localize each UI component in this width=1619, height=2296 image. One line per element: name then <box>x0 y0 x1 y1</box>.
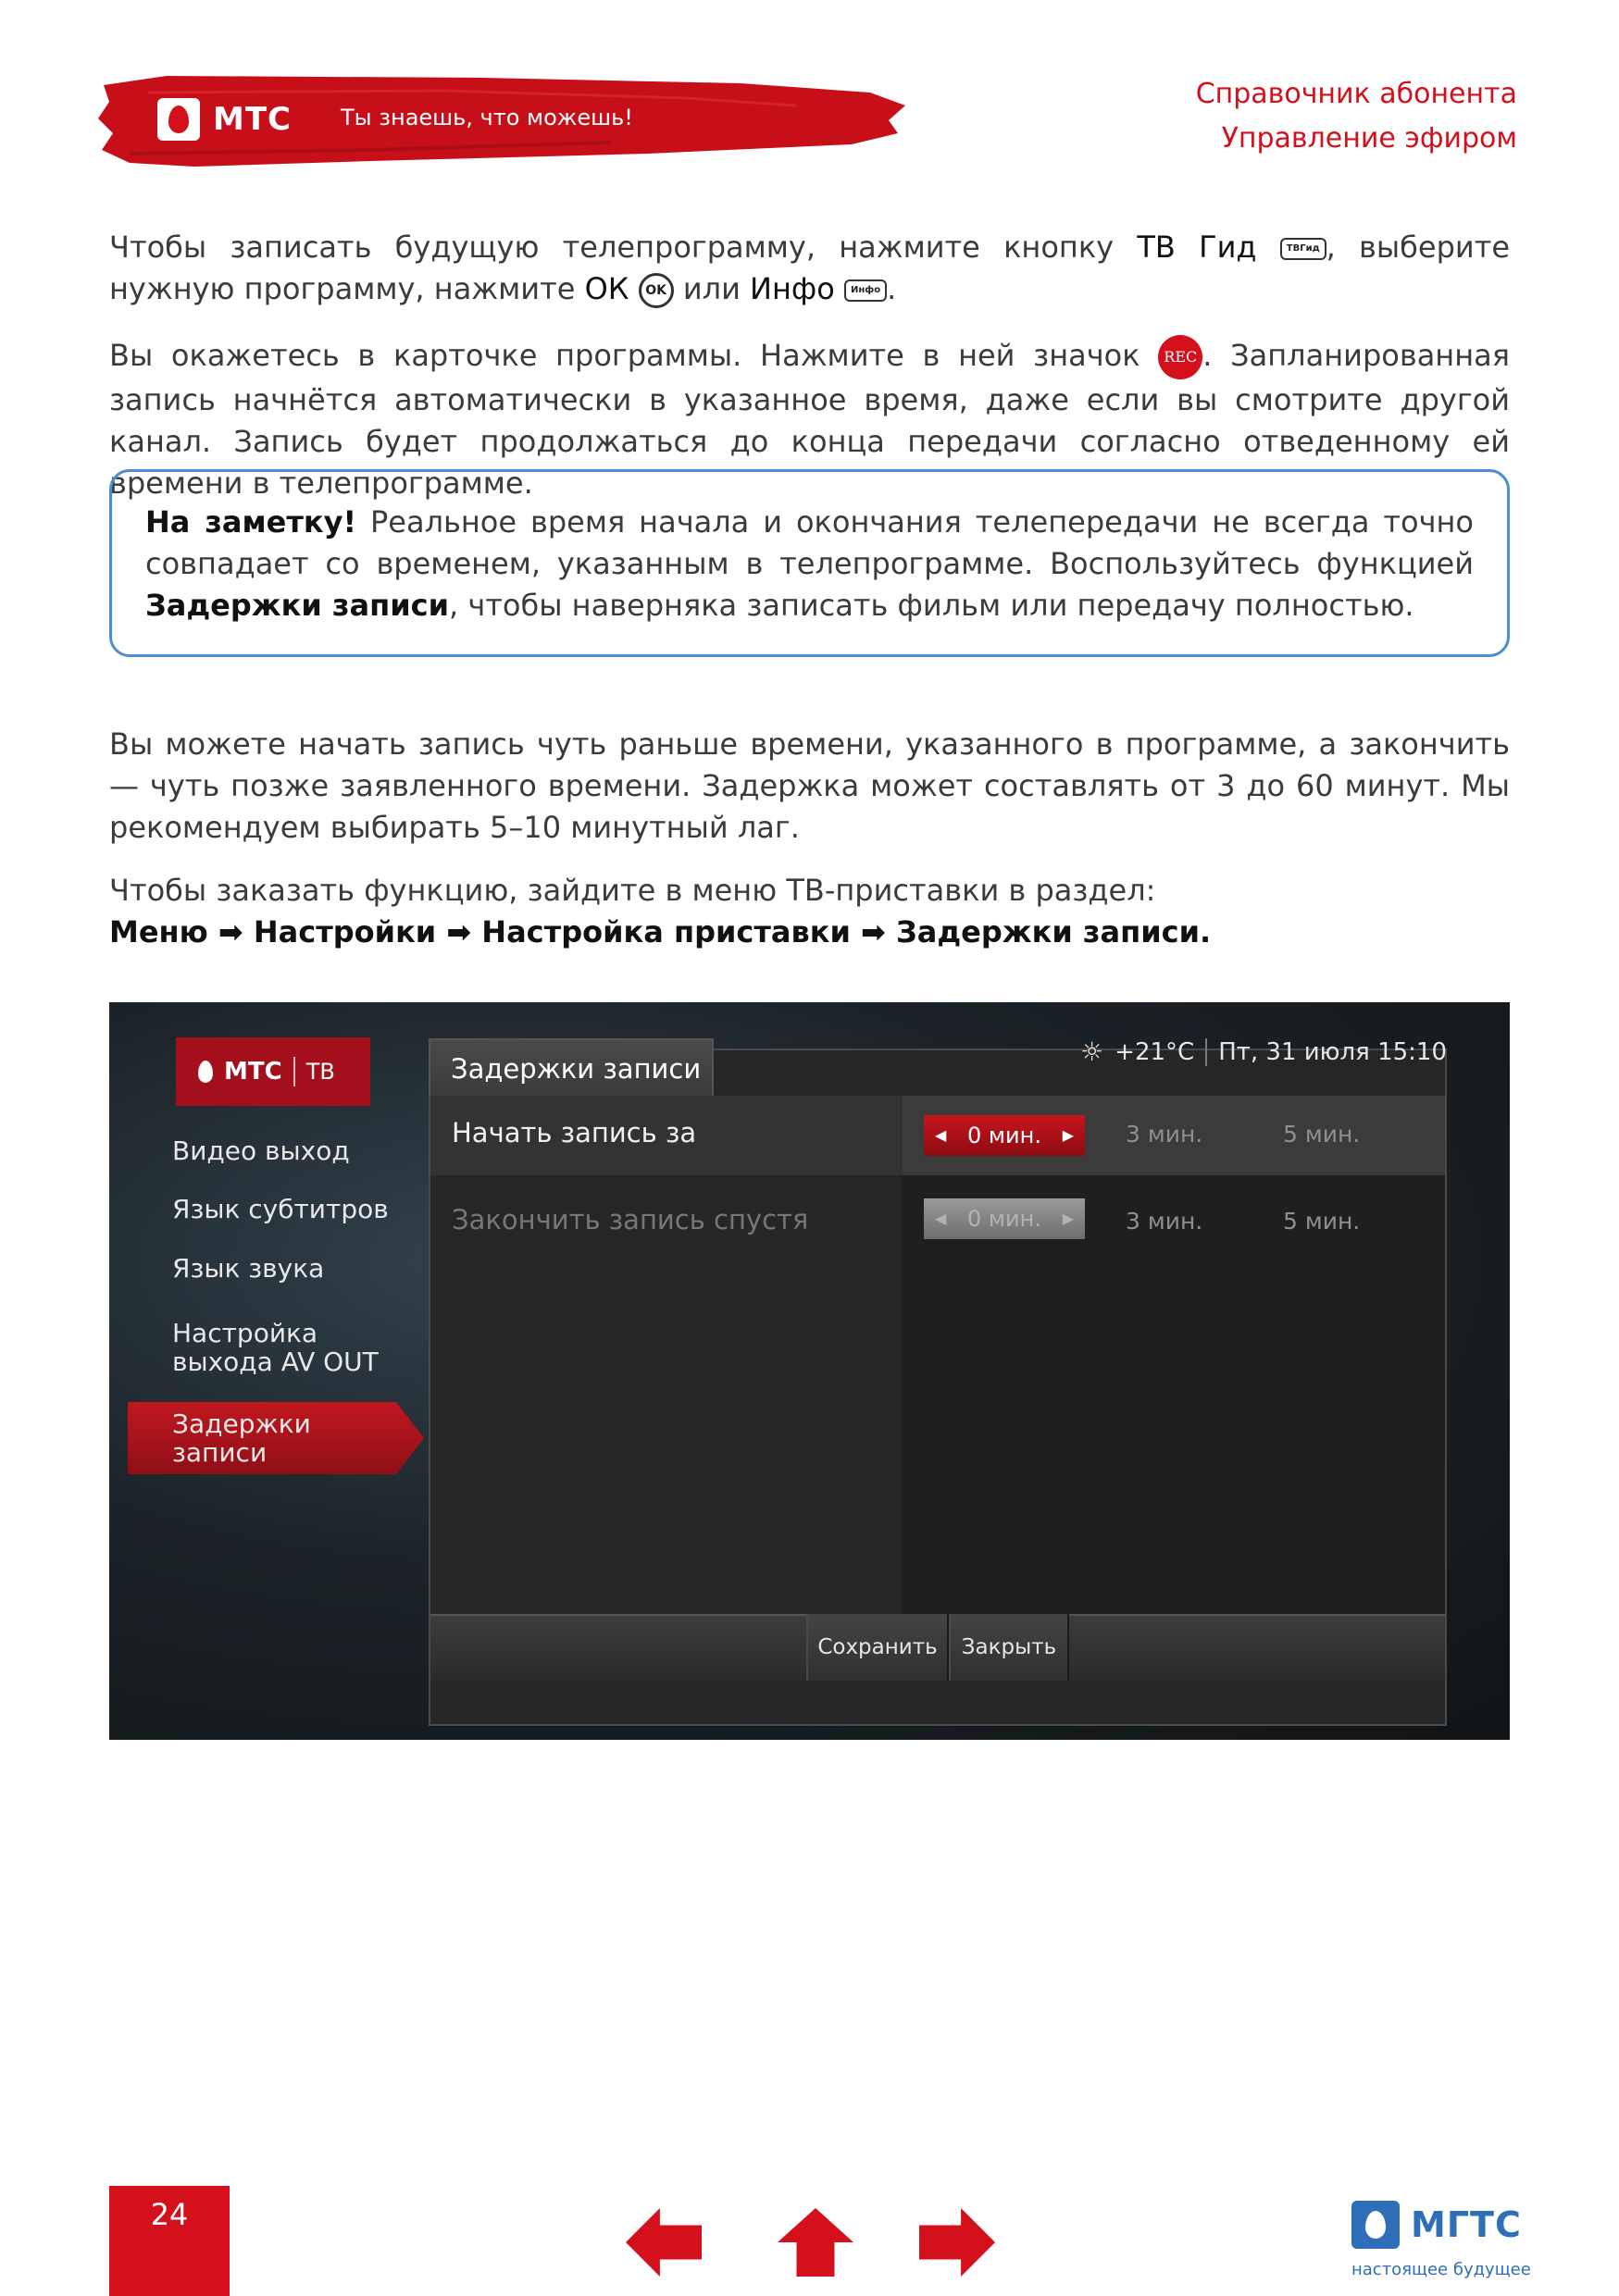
ok-key-icon: OK <box>639 273 674 308</box>
tv-row-start-label: Начать запись за <box>452 1117 697 1148</box>
mgts-logo-text: МГТС <box>1411 2204 1522 2245</box>
tv-logo-separator <box>293 1057 295 1086</box>
tv-menu-item-audio[interactable]: Язык звука <box>172 1253 325 1284</box>
arrow-up-icon[interactable] <box>778 2208 853 2277</box>
path-item-box-settings: Настройка приставки <box>481 914 851 949</box>
mgts-egg-icon <box>1351 2201 1400 2249</box>
tv-close-button[interactable]: Закрыть <box>949 1614 1069 1681</box>
note-lead: На заметку! <box>145 504 357 540</box>
chevron-left-icon[interactable]: ◀ <box>935 1126 947 1144</box>
rec-icon: REC <box>1158 335 1202 379</box>
header-section-line1: Справочник абонента <box>1195 78 1517 110</box>
tvguide-key-icon: ТВГид <box>1280 238 1326 260</box>
tv-start-option-5[interactable]: 5 мин. <box>1283 1121 1361 1148</box>
chevron-left-icon[interactable]: ◀ <box>935 1210 947 1227</box>
paragraph-record-future <box>109 227 1510 310</box>
tv-start-option-3[interactable]: 3 мин. <box>1126 1121 1203 1148</box>
tv-screenshot <box>109 1002 1510 1740</box>
header-slogan: Ты знаешь, что можешь! <box>341 105 633 130</box>
chevron-right-icon[interactable]: ▶ <box>1062 1126 1074 1144</box>
p1-text-3: или <box>673 271 751 306</box>
tvguide-label: ТВ Гид <box>1137 230 1257 265</box>
sun-icon: ☼ <box>1080 1036 1104 1067</box>
info-key-icon: Инфо <box>844 279 887 302</box>
p1-text-1: Чтобы записать будущую телепрограмму, нажмите кнопку <box>109 230 1138 265</box>
page-number: 24 <box>109 2186 230 2296</box>
tv-end-option-5[interactable]: 5 мин. <box>1283 1208 1361 1235</box>
note-box <box>109 469 1510 657</box>
tv-end-option-3[interactable]: 3 мин. <box>1126 1208 1203 1235</box>
arrow-right-icon[interactable] <box>919 2208 995 2277</box>
path-arrow-icon: ➡ <box>861 914 886 949</box>
path-item-menu: Меню <box>109 914 208 949</box>
tv-mts-logo <box>176 1037 370 1106</box>
tv-start-selector[interactable] <box>924 1115 1085 1156</box>
tv-menu-item-av-out[interactable]: Настройка выхода AV OUT <box>172 1318 379 1377</box>
tv-start-selected-value: 0 мин. <box>967 1123 1041 1148</box>
ok-label: ОК <box>584 271 629 306</box>
path-arrow-icon: ➡ <box>446 914 472 949</box>
mts-logo <box>157 98 292 141</box>
header-section-line2: Управление эфиром <box>1221 122 1517 155</box>
tv-status-bar <box>1080 1036 1447 1067</box>
chevron-right-icon[interactable]: ▶ <box>1062 1210 1074 1227</box>
paragraph-delay-info: Вы можете начать запись чуть раньше времени, указанного в программе, а закончить — чуть позже заявленного времени. Задержка может составлять от 3 до 60 минут. Мы рекомендуем выбирать 5–10 минутный лаг. <box>109 726 1510 845</box>
note-text-2: , чтобы наверняка записать фильм или передачу полностью. <box>449 588 1414 623</box>
note-text-1: Реальное время начала и окончания телепередачи не всегда точно совпадает со временем, указанным в телепрограмме. Воспользуйтесь функцией <box>145 504 1475 581</box>
tv-menu-item-video-out[interactable]: Видео выход <box>172 1136 350 1166</box>
tv-end-selector[interactable] <box>924 1198 1085 1239</box>
tv-temperature: +21°C <box>1115 1037 1195 1066</box>
arrow-left-icon[interactable] <box>626 2208 702 2277</box>
p2-text-1: Вы окажетесь в карточке программы. Нажмите в ней значок <box>109 338 1159 373</box>
tv-menu-item-record-delay[interactable]: Задержки записи <box>172 1409 311 1468</box>
mgts-slogan: настоящее будущее <box>1351 2260 1531 2279</box>
p1-text-2: , выберите нужную программу, нажмите <box>109 230 1511 306</box>
path-item-settings: Настройки <box>253 914 437 949</box>
note-bold: Задержки записи <box>145 588 450 623</box>
tv-logo-brand: МТС <box>224 1058 282 1086</box>
header-section-title <box>1196 72 1517 161</box>
mts-logo-text: МТС <box>213 101 292 138</box>
tv-end-selected-value: 0 мин. <box>967 1206 1041 1232</box>
p2-text-2: . Запланированная запись начнётся автоматически в указанное время, даже если вы смотрите другой канал. Запись будет продолжаться до конца передачи согласно отведенному ей времени в телепрограмме. <box>109 338 1511 501</box>
tv-panel-title-tab: Задержки записи <box>429 1038 714 1096</box>
paragraph-how-to-order: Чтобы заказать функцию, зайдите в меню ТВ-приставки в раздел: <box>109 873 1156 908</box>
path-arrow-icon: ➡ <box>218 914 243 949</box>
tv-logo-tv: ТВ <box>305 1059 335 1085</box>
tv-save-button[interactable]: Сохранить <box>806 1614 949 1681</box>
p1-text-4: . <box>887 271 897 306</box>
tv-status-separator <box>1205 1038 1207 1066</box>
tv-row-end-label: Закончить запись спустя <box>452 1204 809 1235</box>
tv-datetime: Пт, 31 июля 15:10 <box>1218 1037 1447 1066</box>
tv-egg-icon <box>198 1061 213 1083</box>
tv-menu-item-subtitles[interactable]: Язык субтитров <box>172 1194 389 1224</box>
mts-egg-icon <box>157 98 200 141</box>
path-item-record-delay: Задержки записи. <box>895 914 1212 949</box>
menu-path <box>109 912 1510 953</box>
info-label: Инфо <box>750 271 835 306</box>
